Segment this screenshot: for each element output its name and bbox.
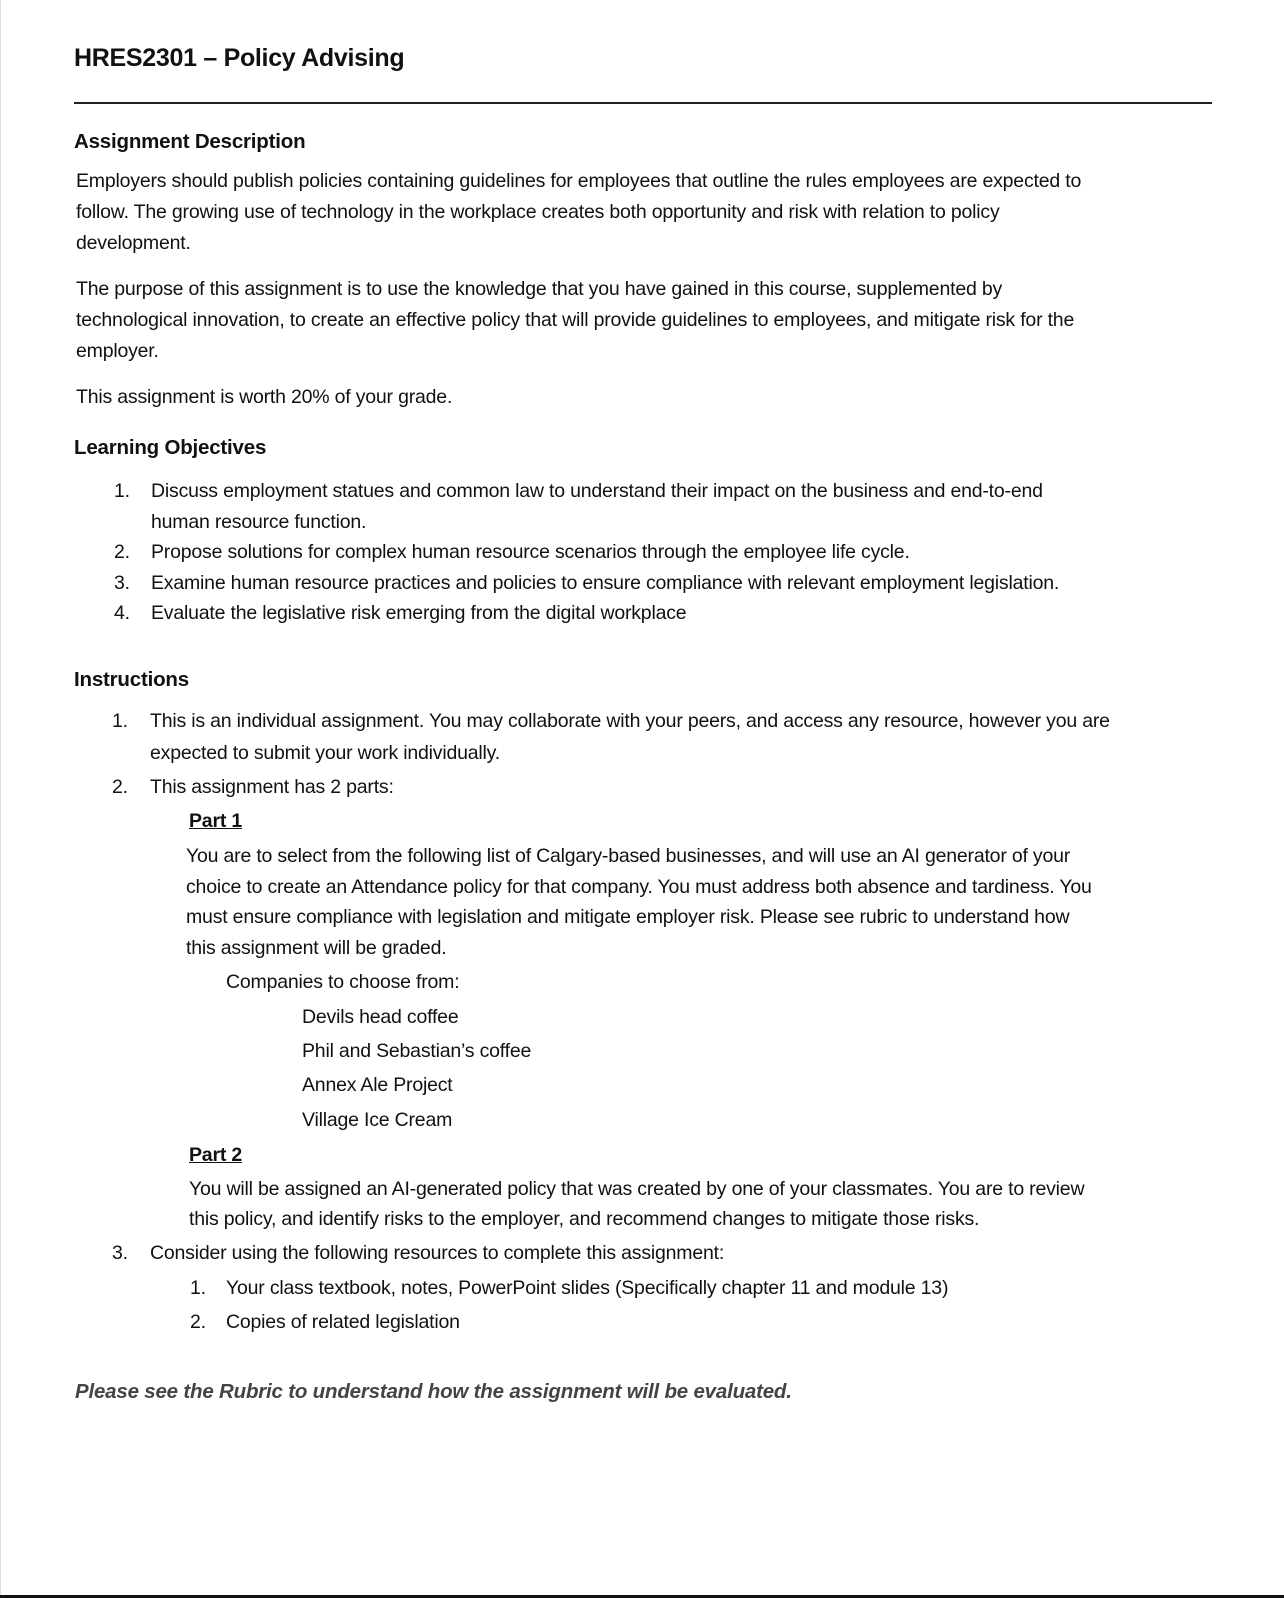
list-number: 1. xyxy=(190,1277,206,1299)
list-number: 1. xyxy=(112,710,128,732)
page-edge xyxy=(0,0,1,1598)
objective-item: Discuss employment statues and common law to understand their impact on the business and end-to-end xyxy=(151,480,1043,502)
objective-item: human resource function. xyxy=(151,511,367,533)
objective-item: Evaluate the legislative risk emerging from the digital workplace xyxy=(151,602,687,624)
part2-label: Part 2 xyxy=(189,1144,242,1166)
part1-line: choice to create an Attendance policy for that company. You must address both absence and tardiness. You xyxy=(186,876,1092,898)
part1-line: must ensure compliance with legislation and mitigate employer risk. Please see rubric to understand how xyxy=(186,906,1070,928)
paragraph-line: development. xyxy=(76,232,191,254)
instruction-item: This is an individual assignment. You may collaborate with your peers, and access any resource, however you are xyxy=(150,710,1110,732)
list-number: 1. xyxy=(114,480,130,502)
part1-label: Part 1 xyxy=(189,810,242,832)
paragraph-line: technological innovation, to create an effective policy that will provide guidelines to employees, and mitigate risk for the xyxy=(76,309,1075,331)
paragraph-line: The purpose of this assignment is to use the knowledge that you have gained in this course, supplemented by xyxy=(76,278,1003,300)
paragraph-line: employer. xyxy=(76,340,159,362)
rubric-note: Please see the Rubric to understand how the assignment will be evaluated. xyxy=(75,1380,792,1403)
list-number: 3. xyxy=(114,572,130,594)
instruction-item: Consider using the following resources to complete this assignment: xyxy=(150,1242,725,1264)
company-item: Annex Ale Project xyxy=(302,1074,453,1096)
part1-line: this assignment will be graded. xyxy=(186,937,447,959)
assignment-description-heading: Assignment Description xyxy=(74,130,306,153)
paragraph-line: follow. The growing use of technology in the workplace creates both opportunity and risk with relation to policy xyxy=(76,201,1000,223)
objective-item: Propose solutions for complex human resource scenarios through the employee life cycle. xyxy=(151,541,910,563)
resource-item: Your class textbook, notes, PowerPoint slides (Specifically chapter 11 and module 13) xyxy=(226,1277,949,1299)
objective-item: Examine human resource practices and policies to ensure compliance with relevant employment legislation. xyxy=(151,572,1060,594)
part2-line: this policy, and identify risks to the employer, and recommend changes to mitigate those risks. xyxy=(189,1208,980,1230)
list-number: 2. xyxy=(112,776,128,798)
grade-worth: This assignment is worth 20% of your grade. xyxy=(76,386,453,408)
company-item: Phil and Sebastian’s coffee xyxy=(302,1040,532,1062)
part1-line: You are to select from the following list of Calgary-based businesses, and will use an AI generator of your xyxy=(186,845,1071,867)
paragraph-line: Employers should publish policies containing guidelines for employees that outline the rules employees are expected to xyxy=(76,170,1082,192)
title-divider xyxy=(74,102,1212,104)
companies-label: Companies to choose from: xyxy=(226,971,460,993)
company-item: Village Ice Cream xyxy=(302,1109,453,1131)
instruction-item: This assignment has 2 parts: xyxy=(150,776,394,798)
list-number: 2. xyxy=(190,1311,206,1333)
list-number: 4. xyxy=(114,602,130,624)
company-item: Devils head coffee xyxy=(302,1006,459,1028)
list-number: 3. xyxy=(112,1242,128,1264)
learning-objectives-heading: Learning Objectives xyxy=(74,436,267,459)
part2-line: You will be assigned an AI-generated policy that was created by one of your classmates. You are to review xyxy=(189,1178,1085,1200)
instructions-heading: Instructions xyxy=(74,668,189,691)
document-title: HRES2301 – Policy Advising xyxy=(74,44,405,72)
list-number: 2. xyxy=(114,541,130,563)
resource-item: Copies of related legislation xyxy=(226,1311,460,1333)
instruction-item: expected to submit your work individually. xyxy=(150,742,500,764)
